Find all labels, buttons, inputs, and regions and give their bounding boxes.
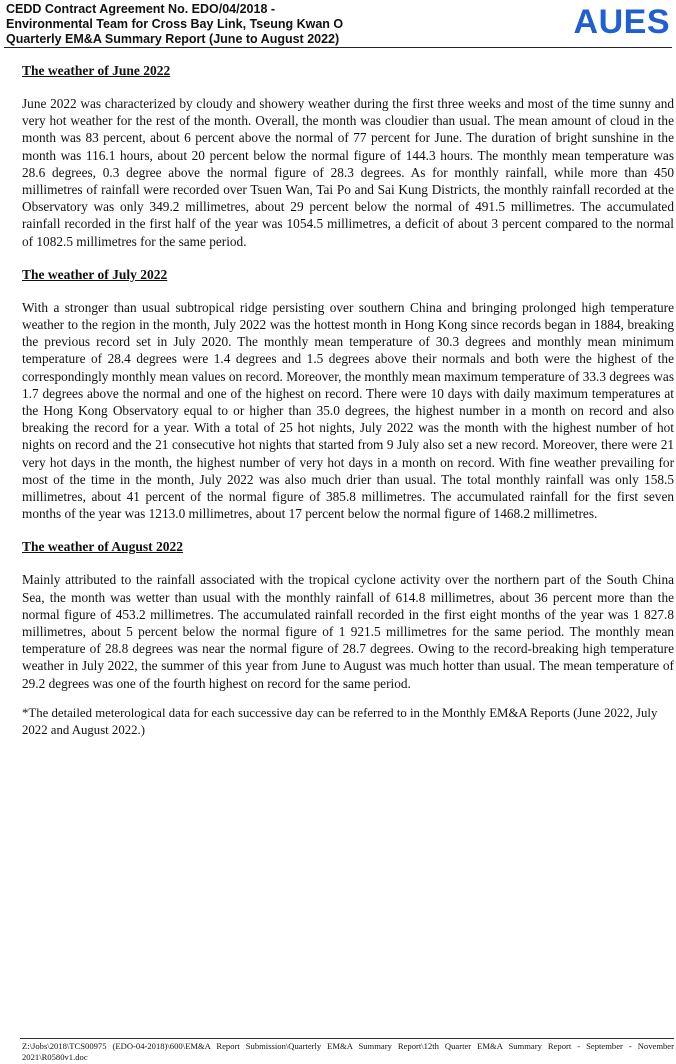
- section-title-august: The weather of August 2022: [22, 539, 184, 555]
- aues-logo: AUES: [573, 3, 670, 41]
- header-divider: [4, 47, 672, 48]
- section-body-july: With a stronger than usual subtropical ridge persisting over southern China and bringing prolonged high temperature weather to the region in the month, July 2022 was the hottest month in Hong Kong since records began in 1884, breaking the previous record set in July 2020. The monthly mean temperature of 30.3 degrees and monthly mean minimum temperature of 28.4 degrees were 1.4 degrees and 1.5 degrees above their normals and both were the highest of the correspondingly monthly mean values on record. Moreover, the monthly mean maximum temperature of 33.3 degrees was 1.7 degrees above the normal and one of the highest on record. There were 10 days with daily maximum temperatures at the Hong Kong Observatory equal to or higher than 35.0 degrees, the highest number in a month on record and also breaking the record for a year. With a total of 25 hot nights, July 2022 was the month with the highest number of hot nights on record and the 21 consecutive hot nights that started from 9 July also set a new record. Moreover, there were 21 very hot days in the month, the highest number of very hot days in a month on record. With fine weather prevailing for most of the time in the month, July 2022 was also much drier than usual. The total monthly rainfall was only 158.5 millimetres, about 41 percent of the normal figure of 385.8 millimetres. The accumulated rainfall for the first seven months of the year was 1213.0 millimetres, about 17 percent below the normal figure of 1468.2 millimetres.: [22, 299, 674, 522]
- page-header: [4, 2, 672, 46]
- document-body: [22, 62, 674, 739]
- section-body-june: June 2022 was characterized by cloudy and showery weather during the first three weeks and most of the time sunny and very hot weather for the rest of the month. Overall, the month was cloudier than usual. The mean amount of cloud in the month was 83 percent, about 6 percent above the normal of 77 percent for June. The duration of bright sunshine in the month was 116.1 hours, about 20 percent below the normal figure of 144.3 hours. The monthly mean temperature was 28.6 degrees, 0.3 degree above the normal figure of 28.3 degrees. As for monthly rainfall, while more than 450 millimetres of rainfall were recorded over Tsuen Wan, Tai Po and Sai Kung Districts, the monthly rainfall recorded at the Observatory was only 349.2 millimetres, about 29 percent below the normal of 491.5 millimetres. The accumulated rainfall recorded in the first half of the year was 1054.5 millimetres, a deficit of about 3 percent compared to the normal of 1082.5 millimetres for the same period.: [22, 96, 674, 249]
- section-title-june: The weather of June 2022: [22, 63, 171, 78]
- contract-line: CEDD Contract Agreement No. EDO/04/2018 -: [6, 2, 276, 16]
- section-title-july: The weather of July 2022: [22, 266, 168, 282]
- project-line: Environmental Team for Cross Bay Link, Tseung Kwan O: [6, 17, 344, 31]
- section-body-august: Mainly attributed to the rainfall associated with the tropical cyclone activity over the northern part of the South China Sea, the month was wetter than usual with the monthly rainfall of 614.8 millimetres, about 36 percent more than the normal figure of 453.2 millimetres. The accumulated rainfall recorded in the first eight months of the year was 1 827.8 millimetres, about 5 percent below the normal figure of 1 921.5 millimetres for the same period. The monthly mean temperature of 28.8 degrees was near the normal figure of 28.7 degrees. Owing to the record-breaking high temperature weather in July 2022, the summer of this year from June to August was much hotter than usual. The mean temperature of 29.2 degrees was one of the fourth highest on record for the same period.: [22, 572, 674, 691]
- file-path-footer: Z:\Jobs\2018\TCS00975 (EDO-04-2018)\600\EM&A Report Submission\Quarterly EM&A Summary Report\12th Quarter EM&A Summary Report - September - November 2021\R0580v1.doc: [22, 1041, 674, 1062]
- report-title-line: Quarterly EM&A Summary Report (June to August 2022): [6, 32, 340, 46]
- header-text: [6, 2, 343, 47]
- footnote: *The detailed meterological data for each successive day can be referred to in the Monthly EM&A Reports (June 2022, July 2022 and August 2022.): [22, 705, 658, 737]
- footer-divider: [20, 1038, 674, 1039]
